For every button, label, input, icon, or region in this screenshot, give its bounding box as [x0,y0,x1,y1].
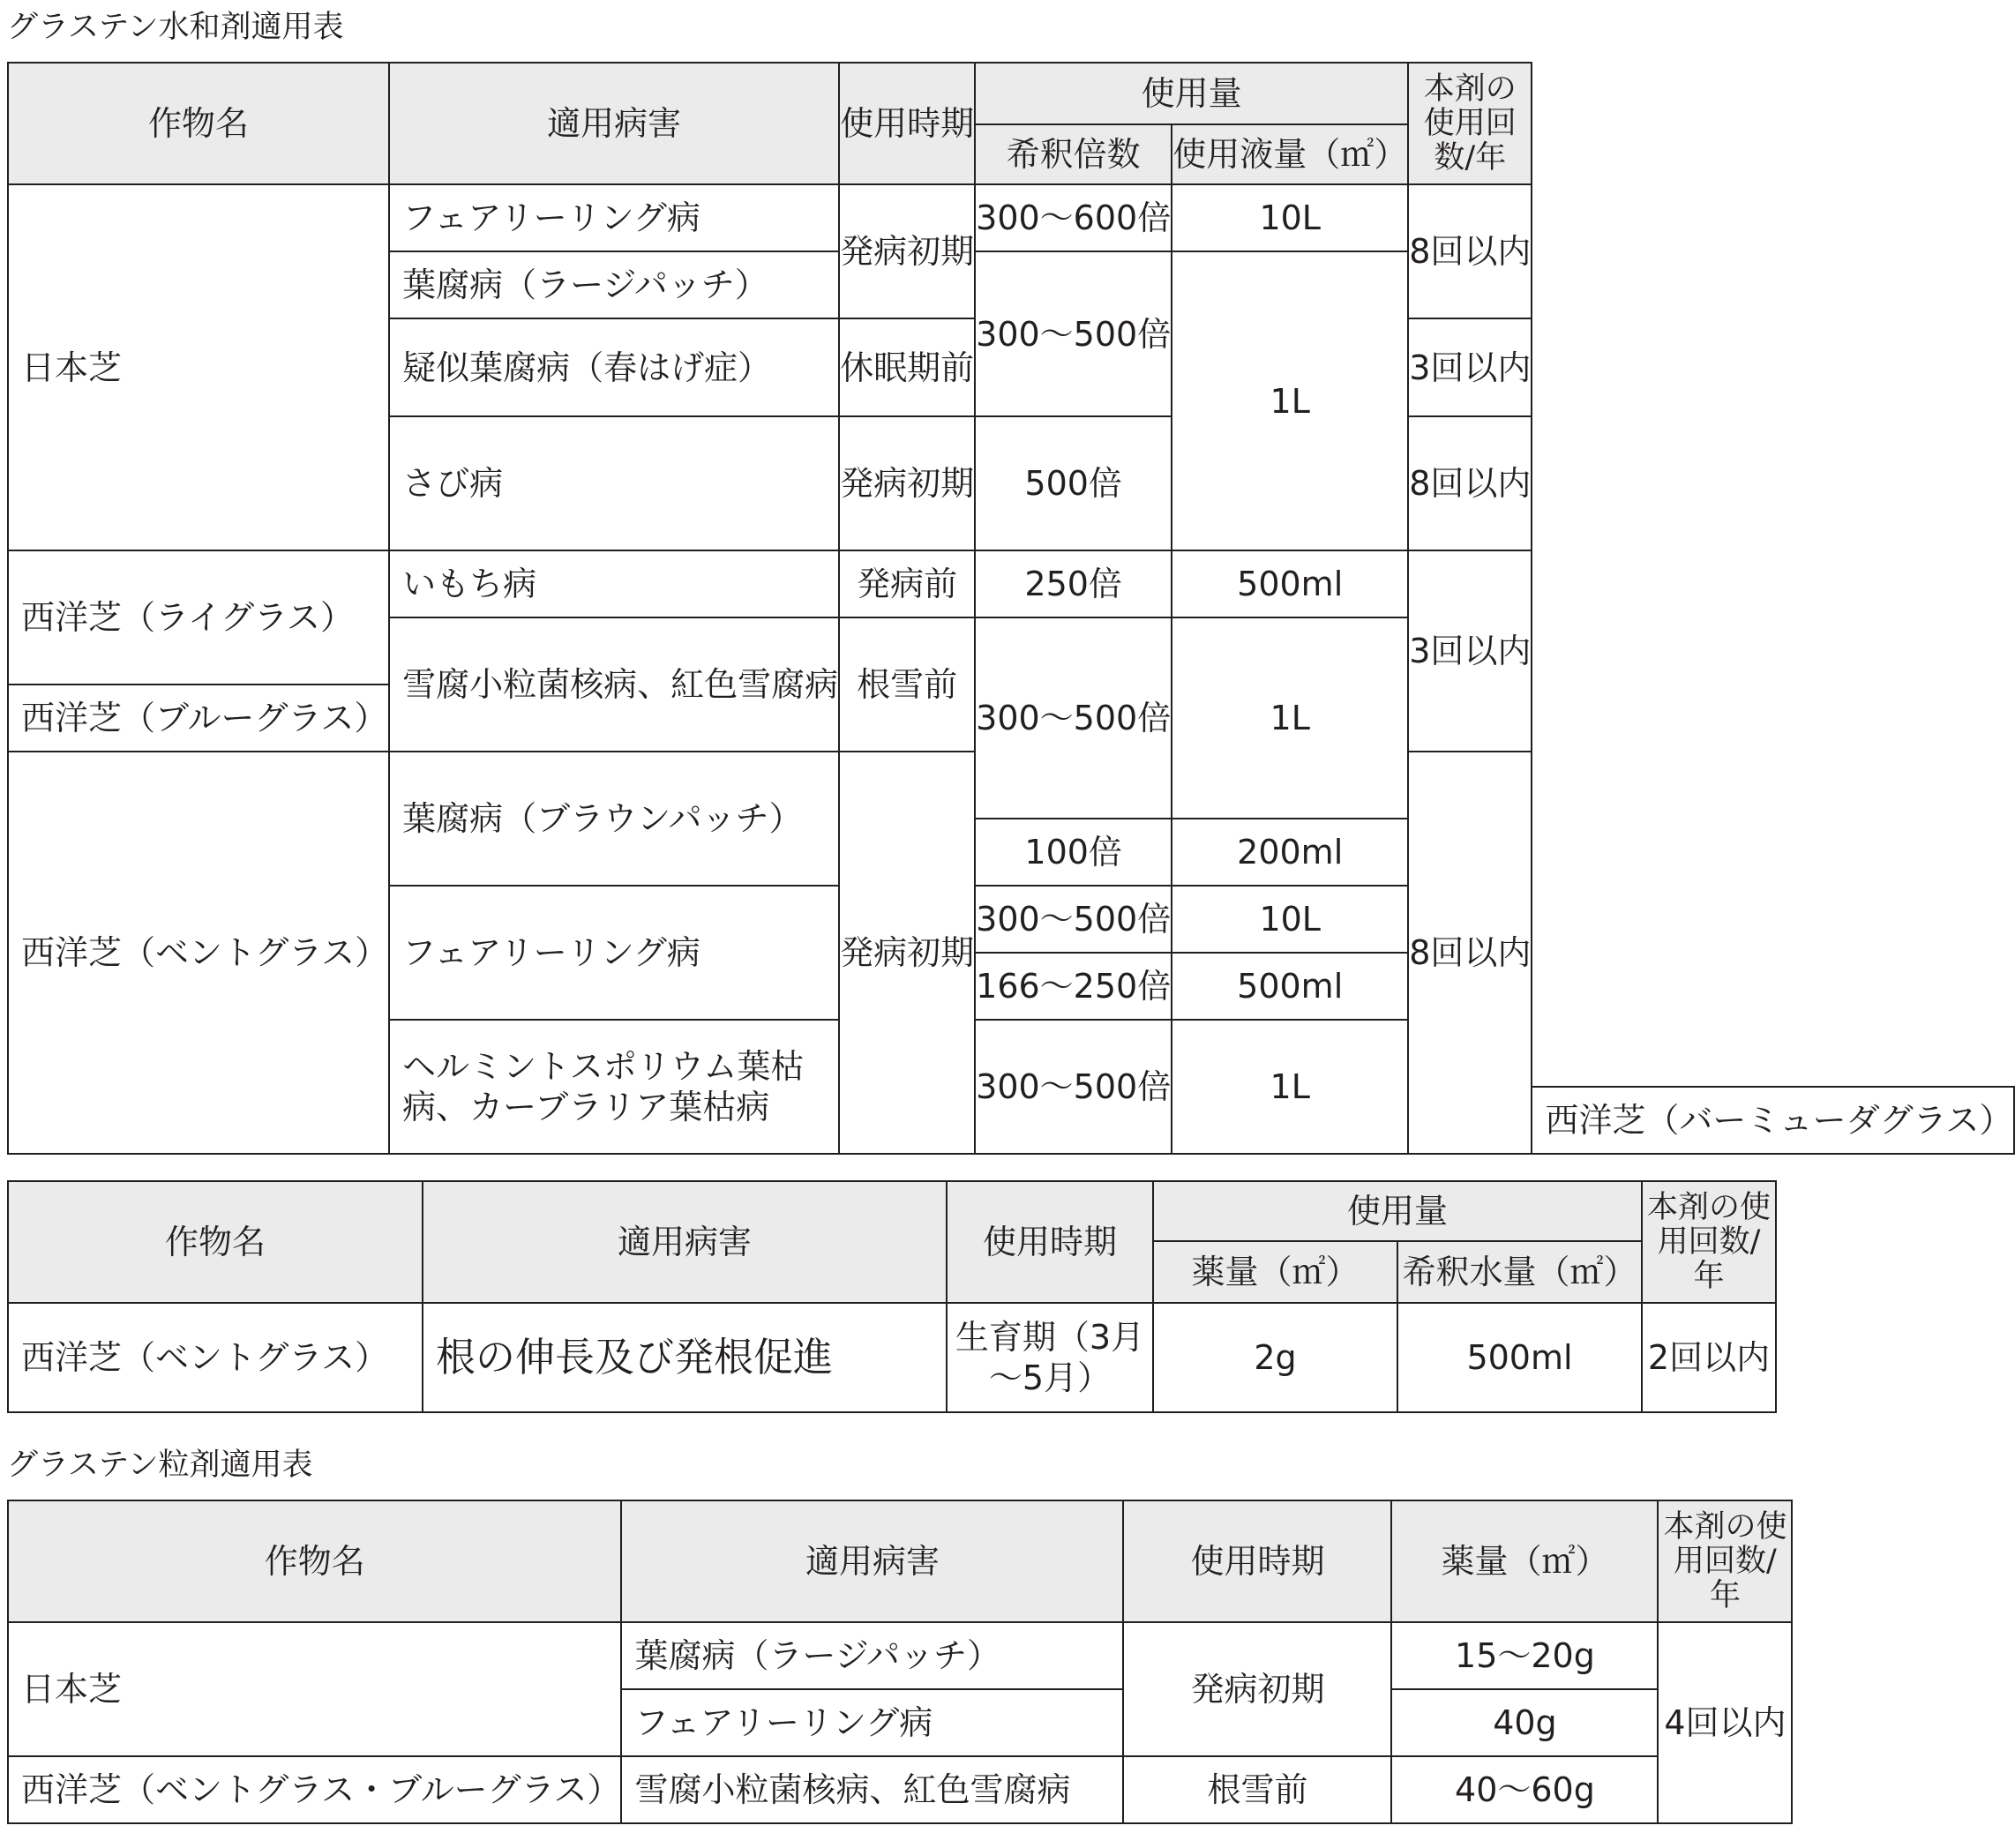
crop-bent: 西洋芝（ベントグラス） [8,752,389,1154]
dilution-2: 300～500倍 [975,251,1172,416]
crop-bermuda: 西洋芝（バーミューダグラス） [1532,1087,2013,1154]
timing-pre-snow: 根雪前 [1123,1756,1391,1823]
header-amount: 使用量 [1153,1181,1642,1241]
volume-1: 10L [1172,184,1408,251]
wettable-application-table [7,62,2015,1155]
dilution-1: 300～600倍 [975,184,1172,251]
crop-rye: 西洋芝（ライグラス） [8,550,389,685]
count-2: 3回以内 [1408,318,1532,416]
crop-blue: 西洋芝（ブルーグラス） [8,685,389,752]
header-amount: 使用量 [975,63,1408,124]
crop-bent: 西洋芝（ベントグラス） [8,1303,423,1412]
timing-pre-snow: 根雪前 [839,617,975,752]
count-5: 8回以内 [1408,752,1532,1154]
volume-6: 10L [1172,886,1408,953]
count-4: 3回以内 [1408,550,1532,752]
timing-pre-onset: 発病前 [839,550,975,617]
dilution-3: 500倍 [975,416,1172,550]
header-dilution: 希釈倍数 [975,124,1172,184]
header-crop: 作物名 [8,1181,423,1303]
header-water: 希釈水量（㎡） [1397,1241,1642,1303]
header-timing: 使用時期 [1123,1500,1391,1622]
timing-pre-dormancy: 休眠期前 [839,318,975,416]
volume-3: 500ml [1172,550,1408,617]
volume-7: 500ml [1172,953,1408,1020]
timing-growth-period: 生育期（3月～5月） [947,1303,1153,1412]
effect-root-growth: 根の伸長及び発根促進 [423,1303,947,1412]
timing-early-1: 発病初期 [839,184,975,318]
crop-nihon: 日本芝 [8,184,389,550]
disease-brown-patch: 葉腐病（ブラウンパッチ） [389,752,839,886]
disease-helminthosporium: ヘルミントスポリウム葉枯病、カーブラリア葉枯病 [389,1020,839,1154]
disease-fairy-ring: フェアリーリング病 [389,184,839,251]
rooting-application-table [7,1180,1777,1413]
volume-5: 200ml [1172,819,1408,886]
timing-early-3: 発病初期 [839,752,975,1154]
wettable-table-title: グラステン水和剤適用表 [7,10,344,45]
disease-snow-mold: 雪腐小粒菌核病、紅色雪腐病 [621,1756,1123,1823]
header-count: 本剤の使用回数/年 [1408,63,1532,184]
dilution-7: 300～500倍 [975,886,1172,953]
dose-3: 40～60g [1391,1756,1658,1823]
disease-fairy-ring: フェアリーリング病 [621,1689,1123,1756]
header-dose: 薬量（㎡） [1153,1241,1397,1303]
granule-application-table [7,1500,1793,1824]
disease-snow-mold: 雪腐小粒菌核病、紅色雪腐病 [389,617,839,752]
count-1: 8回以内 [1408,184,1532,318]
header-timing: 使用時期 [839,63,975,184]
dilution-9: 300～500倍 [975,1020,1172,1154]
volume-8: 1L [1172,1020,1408,1154]
disease-large-patch: 葉腐病（ラージパッチ） [621,1622,1123,1689]
header-count: 本剤の使用回数/年 [1642,1181,1776,1303]
timing-early: 発病初期 [1123,1622,1391,1756]
dilution-6: 100倍 [975,819,1172,886]
dilution-5: 300～500倍 [975,617,1172,819]
count-value: 4回以内 [1658,1622,1792,1823]
dilution-4: 250倍 [975,550,1172,617]
crop-nihon: 日本芝 [8,1622,621,1756]
disease-spring-dead-spot: 疑似葉腐病（春はげ症） [389,318,839,416]
header-disease: 適用病害 [389,63,839,184]
dose-value: 2g [1153,1303,1397,1412]
disease-blast: いもち病 [389,550,839,617]
header-disease: 適用病害 [423,1181,947,1303]
header-timing: 使用時期 [947,1181,1153,1303]
count-value: 2回以内 [1642,1303,1776,1412]
volume-4: 1L [1172,617,1408,819]
header-count: 本剤の使用回数/年 [1658,1500,1792,1622]
header-crop: 作物名 [8,1500,621,1622]
dose-2: 40g [1391,1689,1658,1756]
header-disease: 適用病害 [621,1500,1123,1622]
header-crop: 作物名 [8,63,389,184]
count-3: 8回以内 [1408,416,1532,550]
timing-early-2: 発病初期 [839,416,975,550]
header-volume: 使用液量（㎡） [1172,124,1408,184]
disease-fairy-ring-2: フェアリーリング病 [389,886,839,1020]
dilution-8: 166～250倍 [975,953,1172,1020]
disease-rust: さび病 [389,416,839,550]
disease-large-patch: 葉腐病（ラージパッチ） [389,251,839,318]
granule-table-title: グラステン粒剤適用表 [7,1448,313,1483]
water-value: 500ml [1397,1303,1642,1412]
header-dose: 薬量（㎡） [1391,1500,1658,1622]
crop-bent-blue: 西洋芝（ベントグラス・ブルーグラス） [8,1756,621,1823]
volume-2: 1L [1172,251,1408,550]
dose-1: 15～20g [1391,1622,1658,1689]
